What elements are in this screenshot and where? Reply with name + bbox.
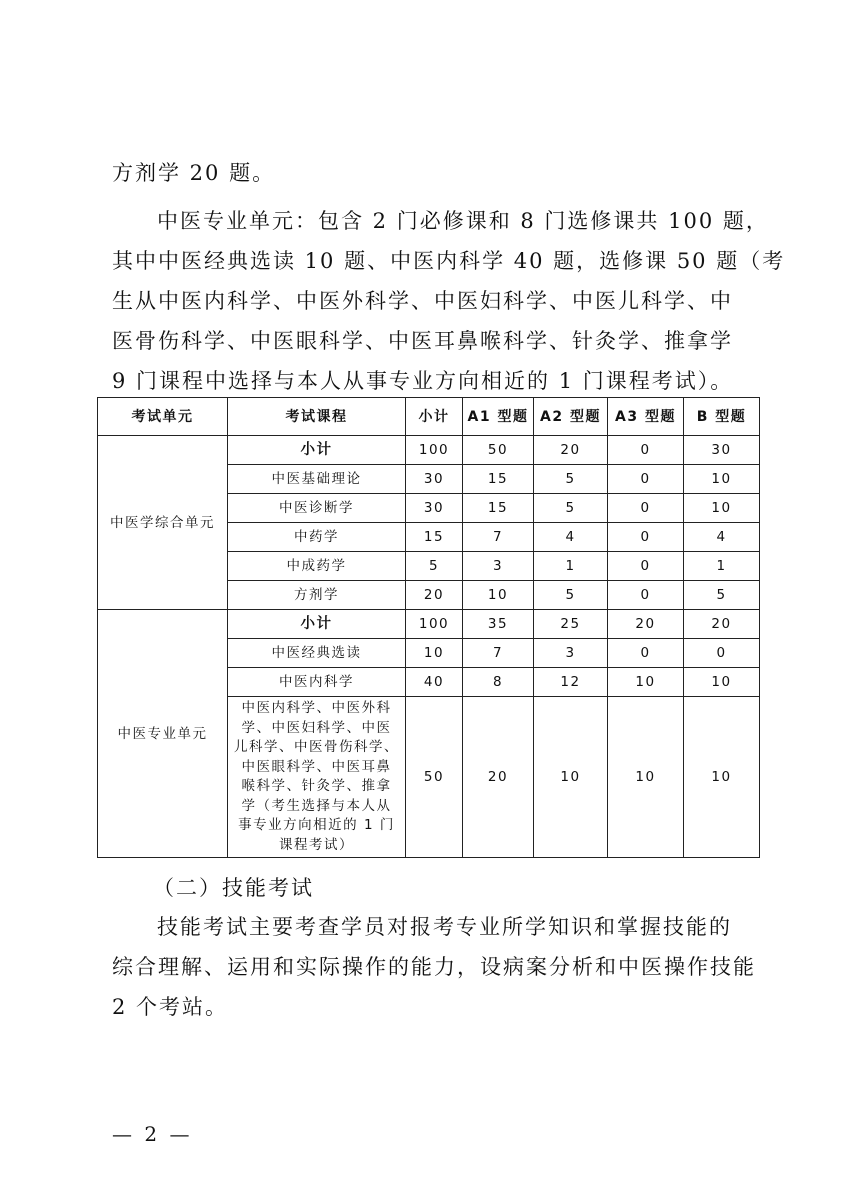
value-cell: 5 [406, 552, 463, 581]
header-cell: A3 型题 [608, 398, 684, 436]
course-cell: 中医诊断学 [228, 494, 406, 523]
value-cell: 5 [534, 465, 608, 494]
course-line: 中医内科学、中医外科 [241, 700, 392, 716]
value-cell: 20 [534, 436, 608, 465]
header-cell: A1 型题 [463, 398, 534, 436]
value-cell: 10 [684, 697, 760, 858]
course-cell: 中药学 [228, 523, 406, 552]
text-line: 中医专业单元：包含 2 门必修课和 8 门选修课共 100 题， [157, 209, 769, 233]
value-cell: 100 [406, 436, 463, 465]
value-cell: 10 [406, 639, 463, 668]
header-cell: 考试课程 [228, 398, 406, 436]
value-cell: 7 [463, 639, 534, 668]
course-line: 学、中医妇科学、中医 [241, 719, 392, 736]
course-cell: 小计 [228, 610, 406, 639]
value-cell: 50 [406, 697, 463, 858]
course-cell: 小计 [228, 436, 406, 465]
value-cell: 5 [534, 494, 608, 523]
text-line: 生从中医内科学、中医外科学、中医妇科学、中医儿科学、中 [112, 289, 733, 313]
value-cell: 10 [608, 697, 684, 858]
value-cell: 20 [463, 697, 534, 858]
value-cell: 30 [406, 494, 463, 523]
value-cell: 5 [684, 581, 760, 610]
value-cell: 20 [608, 610, 684, 639]
text-line: 2 个考站。 [112, 995, 229, 1019]
text-line: 方剂学 20 题。 [112, 161, 276, 185]
value-cell: 15 [406, 523, 463, 552]
value-cell: 10 [608, 668, 684, 697]
page-number: — 2 — [112, 1122, 193, 1146]
value-cell: 10 [534, 697, 608, 858]
header-cell: B 型题 [684, 398, 760, 436]
unit-cell: 中医专业单元 [98, 610, 228, 858]
exam-table [97, 397, 760, 858]
value-cell: 10 [463, 581, 534, 610]
value-cell: 12 [534, 668, 608, 697]
text-line: 综合理解、运用和实际操作的能力，设病案分析和中医操作技能 [112, 955, 756, 979]
header-cell: 小计 [406, 398, 463, 436]
value-cell: 5 [534, 581, 608, 610]
text-line: 9 门课程中选择与本人从事专业方向相近的 1 门课程考试）。 [112, 369, 734, 393]
value-cell: 20 [406, 581, 463, 610]
course-cell: 中成药学 [228, 552, 406, 581]
text-line: 医骨伤科学、中医眼科学、中医耳鼻喉科学、针灸学、推拿学 [112, 329, 733, 353]
value-cell: 0 [608, 552, 684, 581]
course-cell: 方剂学 [228, 581, 406, 610]
value-cell: 0 [608, 523, 684, 552]
header-cell: A2 型题 [534, 398, 608, 436]
course-line: 事专业方向相近的 1 门 [238, 817, 395, 833]
text-line: 其中中医经典选读 10 题、中医内科学 40 题，选修课 50 题（考 [112, 249, 786, 273]
value-cell: 30 [684, 436, 760, 465]
value-cell: 1 [684, 552, 760, 581]
value-cell: 4 [534, 523, 608, 552]
value-cell: 3 [463, 552, 534, 581]
value-cell: 4 [684, 523, 760, 552]
value-cell: 1 [534, 552, 608, 581]
value-cell: 10 [684, 465, 760, 494]
value-cell: 35 [463, 610, 534, 639]
course-line: 儿科学、中医骨伤科学、 [234, 739, 399, 755]
course-line: 学（考生选择与本人从 [241, 797, 392, 814]
value-cell: 8 [463, 668, 534, 697]
text-line: 技能考试主要考查学员对报考专业所学知识和掌握技能的 [157, 915, 732, 939]
value-cell: 10 [684, 494, 760, 523]
value-cell: 0 [608, 639, 684, 668]
value-cell: 100 [406, 610, 463, 639]
course-cell: 中医内科学 [228, 668, 406, 697]
value-cell: 20 [684, 610, 760, 639]
section-heading: （二）技能考试 [153, 876, 314, 900]
course-line: 喉科学、针灸学、推拿 [241, 778, 392, 794]
value-cell: 40 [406, 668, 463, 697]
course-line: 课程考试） [279, 836, 354, 853]
value-cell: 0 [684, 639, 760, 668]
elective-course-cell [228, 697, 406, 858]
value-cell: 25 [534, 610, 608, 639]
value-cell: 15 [463, 465, 534, 494]
header-cell: 考试单元 [98, 398, 228, 436]
value-cell: 30 [406, 465, 463, 494]
course-line: 中医眼科学、中医耳鼻 [241, 758, 392, 775]
value-cell: 0 [608, 465, 684, 494]
value-cell: 7 [463, 523, 534, 552]
value-cell: 0 [608, 581, 684, 610]
value-cell: 15 [463, 494, 534, 523]
course-cell: 中医基础理论 [228, 465, 406, 494]
course-cell: 中医经典选读 [228, 639, 406, 668]
table-header-row [98, 398, 760, 436]
table-row [98, 436, 760, 465]
table-row [98, 610, 760, 639]
value-cell: 10 [684, 668, 760, 697]
unit-cell: 中医学综合单元 [98, 436, 228, 610]
value-cell: 50 [463, 436, 534, 465]
value-cell: 0 [608, 494, 684, 523]
value-cell: 3 [534, 639, 608, 668]
value-cell: 0 [608, 436, 684, 465]
